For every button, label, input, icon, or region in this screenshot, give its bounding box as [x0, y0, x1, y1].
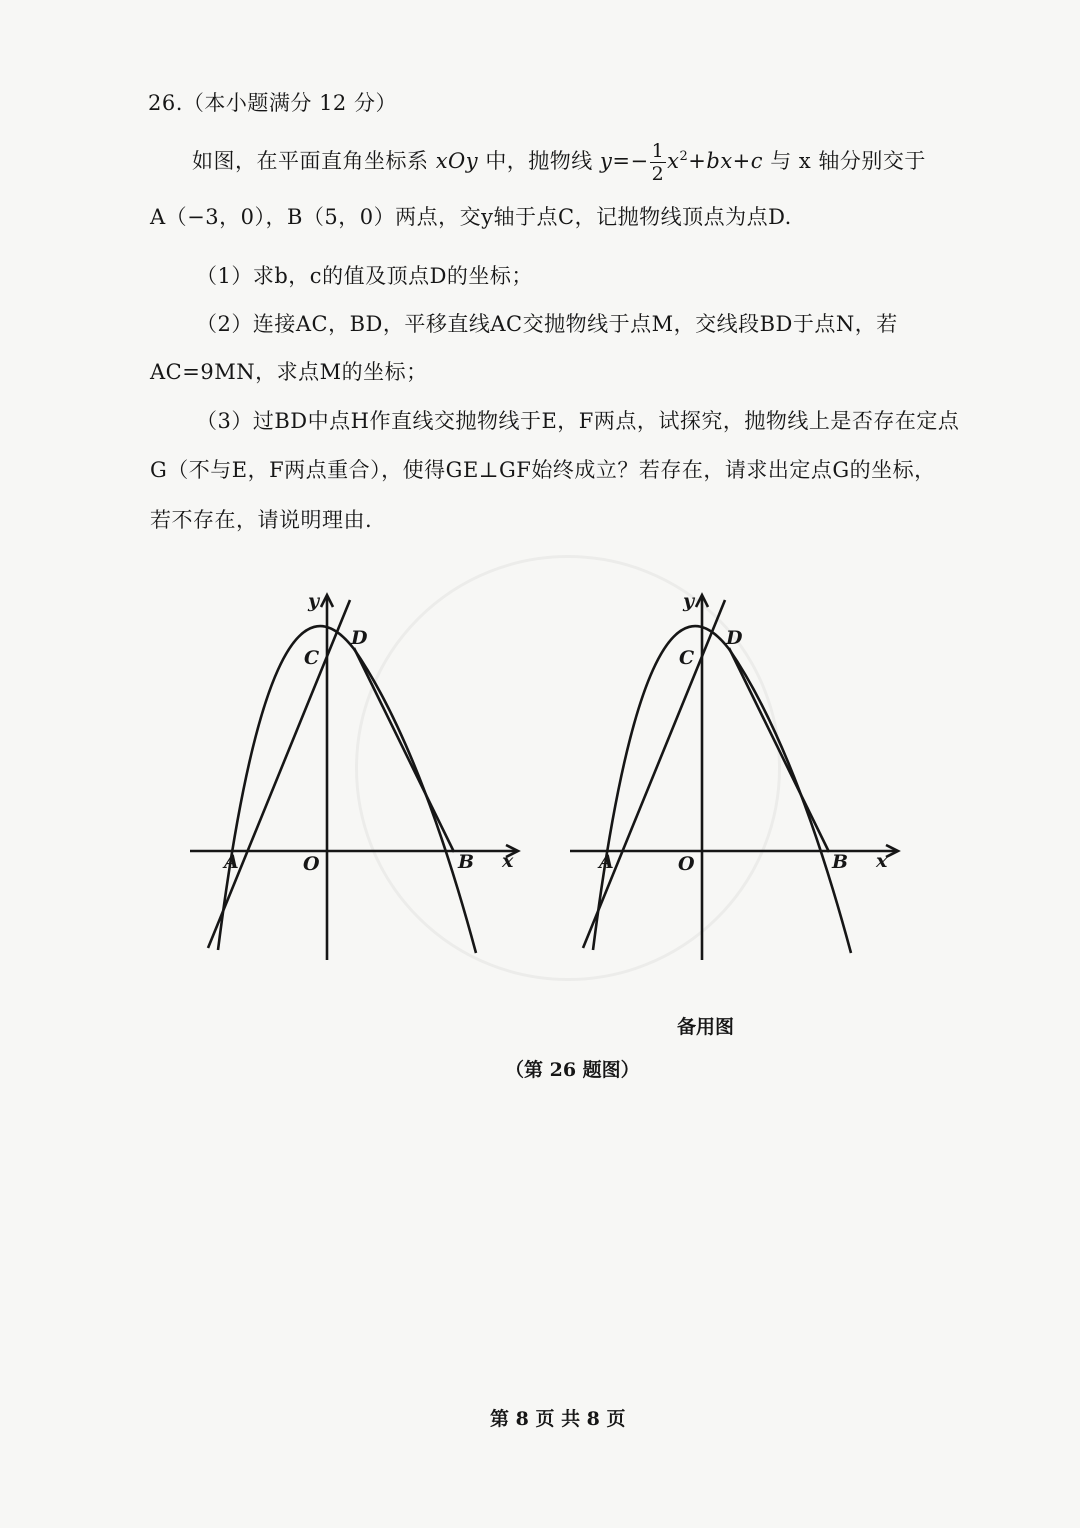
page-footer: 第 8 页 共 8 页 — [490, 1408, 626, 1430]
part-2b: AC=9MN，求点M的坐标； — [150, 360, 428, 384]
eq-x: x — [667, 149, 680, 173]
intro-lead: 如图，在平面直角坐标系 — [192, 149, 429, 173]
problem-intro — [192, 140, 926, 185]
line-bd — [354, 648, 454, 852]
label-x: x — [876, 850, 888, 872]
parabola — [593, 626, 851, 953]
frac-denominator: 2 — [651, 163, 665, 185]
figure-backup — [560, 585, 910, 975]
line-ac — [208, 600, 350, 948]
label-x: x — [502, 850, 514, 872]
frac-numerator: 1 — [651, 140, 665, 162]
label-a: A — [599, 851, 614, 873]
label-b: B — [832, 851, 849, 873]
problem-header: 26.（本小题满分 12 分） — [148, 91, 397, 115]
figure-caption: （第 26 题图） — [505, 1059, 640, 1081]
part-3c: 若不存在，请说明理由. — [150, 508, 373, 532]
part-1: （1）求b，c的值及顶点D的坐标； — [196, 264, 533, 288]
label-d: D — [726, 627, 743, 649]
label-o: O — [303, 853, 320, 875]
label-d: D — [351, 627, 368, 649]
figure-main — [180, 585, 530, 975]
label-y: y — [308, 590, 320, 612]
parabola — [218, 626, 476, 953]
eq-rest: +bx+c — [688, 149, 764, 173]
label-c: C — [304, 647, 320, 669]
eq-exponent: 2 — [679, 149, 689, 164]
part-2a: （2）连接AC，BD，平移直线AC交抛物线于点M，交线段BD于点N，若 — [196, 312, 898, 336]
line-bd — [729, 648, 829, 852]
label-a: A — [224, 851, 239, 873]
label-c: C — [679, 647, 695, 669]
part-3b: G（不与E，F两点重合），使得GE⊥GF始终成立？若存在，请求出定点G的坐标， — [150, 458, 936, 482]
label-o: O — [678, 853, 695, 875]
problem-line2: A（−3，0），B（5，0）两点，交y轴于点C，记抛物线顶点为点D. — [150, 205, 792, 229]
part-3a: （3）过BD中点H作直线交抛物线于E，F两点，试探究，抛物线上是否存在定点 — [196, 409, 960, 433]
backup-caption: 备用图 — [677, 1016, 735, 1038]
label-y: y — [683, 590, 695, 612]
label-b: B — [458, 851, 475, 873]
line-ac — [583, 600, 725, 948]
intro-tail: 与 x 轴分别交于 — [770, 149, 926, 173]
eq-y: y=− — [600, 149, 649, 173]
intro-coord-sys: xOy — [435, 149, 479, 173]
eq-fraction — [650, 140, 667, 185]
intro-mid: 中，抛物线 — [485, 149, 593, 173]
